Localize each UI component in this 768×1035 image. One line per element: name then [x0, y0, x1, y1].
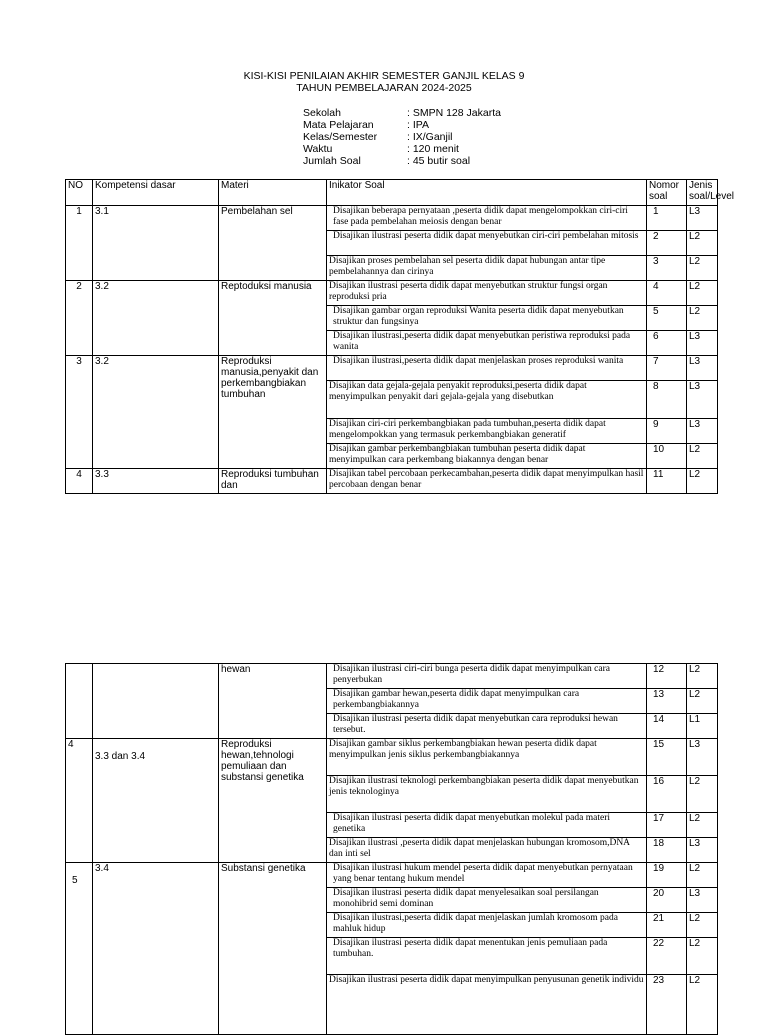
cell-kd: 3.2 — [93, 281, 219, 356]
cell-level: L2 — [687, 975, 718, 1035]
cell-nomor: 11 — [647, 469, 687, 494]
cell-nomor: 3 — [647, 256, 687, 281]
cell-kd: 3.3 dan 3.4 — [93, 739, 219, 863]
cell-level: L3 — [687, 356, 718, 381]
table-header-row — [66, 180, 718, 206]
cell-nomor: 17 — [647, 813, 687, 838]
cell-nomor: 5 — [647, 306, 687, 331]
cell-nomor: 13 — [647, 689, 687, 714]
cell-level: L2 — [687, 776, 718, 813]
info-label: Jumlah Soal — [303, 155, 361, 167]
cell-nomor: 8 — [647, 381, 687, 419]
cell-level: L1 — [687, 714, 718, 739]
info-value: : SMPN 128 Jakarta — [407, 107, 501, 119]
cell-level: L3 — [687, 739, 718, 776]
cell-nomor: 19 — [647, 863, 687, 888]
cell-nomor: 15 — [647, 739, 687, 776]
cell-level: L3 — [687, 838, 718, 863]
cell-kd — [93, 664, 219, 739]
info-value: : 45 butir soal — [407, 155, 471, 167]
cell-nomor: 20 — [647, 888, 687, 913]
table-row — [66, 206, 718, 231]
cell-indikator: Disajikan ilustrasi peserta didik dapat menyebutkan molekul pada materi genetika — [327, 813, 647, 838]
kisi-kisi-table-page2 — [65, 663, 718, 1035]
cell-level: L3 — [687, 419, 718, 444]
cell-level: L2 — [687, 469, 718, 494]
cell-level: L2 — [687, 863, 718, 888]
info-label: Kelas/Semester — [303, 131, 378, 143]
cell-level: L2 — [687, 938, 718, 975]
cell-indikator: Disajikan ilustrasi peserta didik dapat menyelesaikan soal persilangan monohibrid semi dominan — [327, 888, 647, 913]
cell-level: L2 — [687, 913, 718, 938]
cell-indikator: Disajikan proses pembelahan sel peserta didik dapat hubungan antar tipe pembelahannya dan cirinya — [327, 256, 647, 281]
cell-kd: 3.3 — [93, 469, 219, 494]
cell-nomor: 4 — [647, 281, 687, 306]
cell-materi: Reptoduksi manusia — [219, 281, 327, 356]
info-value: : 120 menit — [407, 143, 459, 155]
cell-level: L2 — [687, 306, 718, 331]
table-row — [66, 739, 718, 776]
table-row — [66, 664, 718, 689]
cell-indikator: Disajikan gambar perkembangbiakan tumbuhan peserta didik dapat menyimpulkan cara perkembang biakannya dengan benar — [327, 444, 647, 469]
cell-nomor: 22 — [647, 938, 687, 975]
info-label: Waktu — [303, 143, 333, 155]
info-label: Sekolah — [303, 107, 341, 119]
header-nomor: Nomor soal — [647, 180, 687, 206]
cell-materi: Substansi genetika — [219, 863, 327, 1035]
cell-no: 3 — [66, 356, 93, 469]
header-level: Jenis soal/Level — [687, 180, 718, 206]
cell-level: L2 — [687, 281, 718, 306]
cell-indikator: Disajikan tabel percobaan perkecambahan,peserta didik dapat menyimpulkan hasil percobaan dengan benar — [327, 469, 647, 494]
cell-indikator: Disajikan ilustrasi ,peserta didik dapat menjelaskan hubungan kromosom,DNA dan inti sel — [327, 838, 647, 863]
cell-nomor: 9 — [647, 419, 687, 444]
cell-no — [66, 664, 93, 739]
cell-nomor: 18 — [647, 838, 687, 863]
table-row — [66, 469, 718, 494]
cell-nomor: 7 — [647, 356, 687, 381]
cell-indikator: Disajikan ilustrasi peserta didik dapat menentukan jenis pemuliaan pada tumbuhan. — [327, 938, 647, 975]
cell-level: L3 — [687, 381, 718, 419]
cell-no: 1 — [66, 206, 93, 281]
cell-indikator: Disajikan ilustrasi,peserta didik dapat menjelaskan jumlah kromosom pada mahluk hidup — [327, 913, 647, 938]
cell-nomor: 1 — [647, 206, 687, 231]
cell-indikator: Disajikan ilustrasi teknologi perkembangbiakan peserta didik dapat menyebutkan jenis teknologinya — [327, 776, 647, 813]
cell-indikator: Disajikan data gejala-gejala penyakit reproduksi,peserta didik dapat menyimpulkan penyakit dari gejala-gejala yang disebutkan — [327, 381, 647, 419]
cell-indikator: Disajikan ilustrasi,peserta didik dapat menjelaskan proses reproduksi wanita — [327, 356, 647, 381]
cell-indikator: Disajikan ilustrasi ciri-ciri bunga peserta didik dapat menyimpulkan cara penyerbukan — [327, 664, 647, 689]
cell-level: L3 — [687, 206, 718, 231]
cell-kd: 3.4 — [93, 863, 219, 1035]
info-row — [303, 131, 501, 143]
header-materi: Materi — [219, 180, 327, 206]
cell-indikator: Disajikan ilustrasi peserta didik dapat menyebutkan struktur fungsi organ reproduksi pria — [327, 281, 647, 306]
table-row — [66, 863, 718, 888]
cell-nomor: 2 — [647, 231, 687, 256]
cell-indikator: Disajikan ilustrasi hukum mendel peserta didik dapat menyebutkan pernyataan yang benar tentang hukum mendel — [327, 863, 647, 888]
cell-indikator: Disajikan beberapa pernyataan ,peserta didik dapat mengelompokkan ciri-ciri fase pada pembelahan meiosis dengan benar — [327, 206, 647, 231]
cell-materi: Reproduksi manusia,penyakit dan perkembangbiakan tumbuhan — [219, 356, 327, 469]
cell-level: L2 — [687, 444, 718, 469]
cell-level: L2 — [687, 231, 718, 256]
info-row — [303, 143, 501, 155]
cell-indikator: Disajikan gambar organ reproduksi Wanita peserta didik dapat menyebutkan struktur dan fungsinya — [327, 306, 647, 331]
cell-level: L2 — [687, 689, 718, 714]
cell-materi: Reproduksi tumbuhan dan — [219, 469, 327, 494]
cell-materi: hewan — [219, 664, 327, 739]
cell-indikator: Disajikan gambar siklus perkembangbiakan hewan peserta didik dapat menyimpulkan jenis siklus perkembangbiakannya — [327, 739, 647, 776]
cell-nomor: 23 — [647, 975, 687, 1035]
cell-indikator: Disajikan ilustrasi peserta didik dapat menyebutkan cara reproduksi hewan tersebut. — [327, 714, 647, 739]
cell-indikator: Disajikan ilustrasi peserta didik dapat menyimpulkan penyusunan genetik individu — [327, 975, 647, 1035]
table-row — [66, 281, 718, 306]
cell-indikator: Disajikan gambar hewan,peserta didik dapat menyimpulkan cara perkembangbiakannya — [327, 689, 647, 714]
cell-level: L3 — [687, 888, 718, 913]
cell-level: L3 — [687, 331, 718, 356]
header-kompetensi: Kompetensi dasar — [93, 180, 219, 206]
cell-nomor: 14 — [647, 714, 687, 739]
cell-no: 4 — [66, 739, 93, 863]
cell-level: L2 — [687, 813, 718, 838]
cell-kd: 3.2 — [93, 356, 219, 469]
cell-materi: Reproduksi hewan,tehnologi pemuliaan dan substansi genetika — [219, 739, 327, 863]
cell-kd: 3.1 — [93, 206, 219, 281]
cell-level: L2 — [687, 664, 718, 689]
cell-indikator: Disajikan ilustrasi,peserta didik dapat menyebutkan peristiwa reproduksi pada wanita — [327, 331, 647, 356]
info-value: : IX/Ganjil — [407, 131, 453, 143]
header-no: NO — [66, 180, 93, 206]
cell-indikator: Disajikan ciri-ciri perkembangbiakan pada tumbuhan,peserta didik dapat mengelompokkan yang termasuk perkembangbiakan generatif — [327, 419, 647, 444]
table-row — [66, 356, 718, 381]
header-indikator: Inikator Soal — [327, 180, 647, 206]
kisi-kisi-table-page1 — [65, 179, 735, 494]
cell-nomor: 6 — [647, 331, 687, 356]
info-row — [303, 155, 501, 167]
cell-nomor: 16 — [647, 776, 687, 813]
info-row — [303, 119, 501, 131]
info-block — [303, 107, 501, 167]
cell-no: 2 — [66, 281, 93, 356]
cell-nomor: 21 — [647, 913, 687, 938]
cell-nomor: 12 — [647, 664, 687, 689]
cell-no: 4 — [66, 469, 93, 494]
document-subtitle: TAHUN PEMBELAJARAN 2024-2025 — [296, 82, 472, 94]
cell-level: L2 — [687, 256, 718, 281]
info-value: : IPA — [407, 119, 429, 131]
info-label: Mata Pelajaran — [303, 119, 374, 131]
document-title: KISI-KISI PENILAIAN AKHIR SEMESTER GANJIL KELAS 9 — [243, 70, 525, 82]
info-row — [303, 107, 501, 119]
cell-nomor: 10 — [647, 444, 687, 469]
cell-no: 5 — [66, 863, 93, 1035]
cell-indikator: Disajikan ilustrasi peserta didik dapat menyebutkan ciri-ciri pembelahan mitosis — [327, 231, 647, 256]
cell-materi: Pembelahan sel — [219, 206, 327, 281]
